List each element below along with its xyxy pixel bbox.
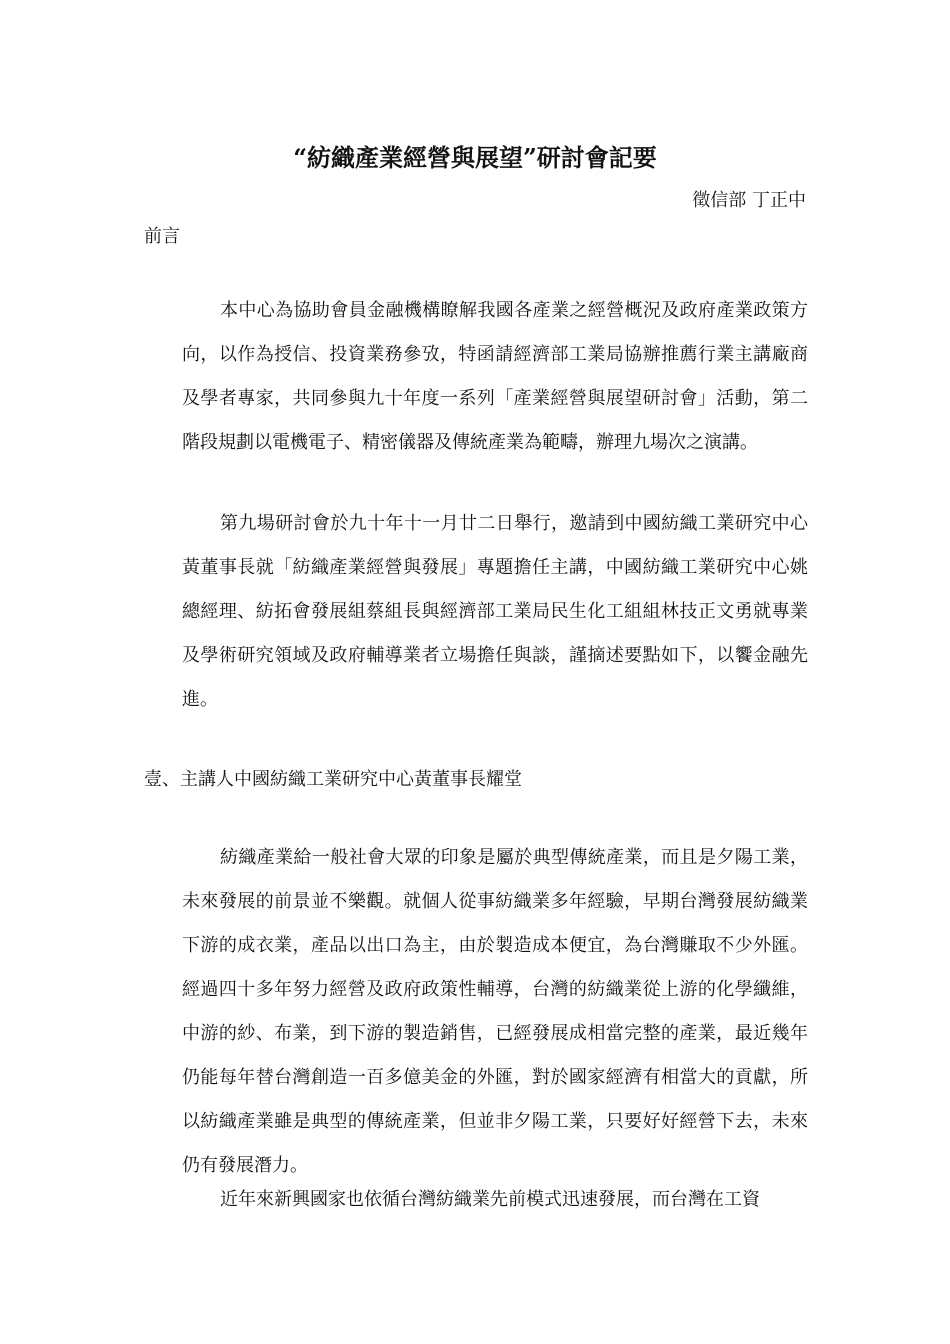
paragraph: 第九場研討會於九十年十一月廿二日舉行，邀請到中國紡織工業研究中心黃董事長就「紡織產業經營與發展」專題擔任主講，中國紡織工業研究中心姚總經理、紡拓會發展組蔡組長與經濟部工業局民生化工組組林技正文勇就專業及學術研究領域及政府輔導業者立場擔任與談，謹摘述要點如下，以饗金融先進。: [182, 513, 808, 710]
section-heading-preface: 前言: [144, 226, 180, 247]
paragraph: 本中心為協助會員金融機構瞭解我國各產業之經營概況及政府產業政策方向，以作為授信、投資業務參攷，特函請經濟部工業局協辦推薦行業主講廠商及學者專家，共同參與九十年度一系列「產業經營與展望研討會」活動，第二階段規劃以電機電子、精密儀器及傳統產業為範疇，辦理九場次之演講。: [182, 300, 808, 453]
document-title: “紡織產業經營與展望”研討會記要: [293, 143, 657, 172]
paragraph: 近年來新興國家也依循台灣紡織業先前模式迅速發展，而台灣在工資: [220, 1189, 760, 1210]
section-heading-keynote: 壹、主講人中國紡織工業研究中心黃董事長耀堂: [144, 769, 522, 790]
paragraph: 紡織產業給一般社會大眾的印象是屬於典型傳統產業，而且是夕陽工業，未來發展的前景並不樂觀。就個人從事紡織業多年經驗，早期台灣發展紡織業下游的成衣業，產品以出口為主，由於製造成本便宜，為台灣賺取不少外匯。經過四十多年努力經營及政府政策性輔導，台灣的紡織業從上游的化學纖維，中游的紗、布業，到下游的製造銷售，已經發展成相當完整的產業，最近幾年仍能每年替台灣創造一百多億美金的外匯，對於國家經濟有相當大的貢獻，所以紡織產業雖是典型的傳統產業，但並非夕陽工業，只要好好經營下去，未來仍有發展潛力。: [182, 847, 808, 1176]
author-line: 徵信部 丁正中: [692, 190, 806, 211]
